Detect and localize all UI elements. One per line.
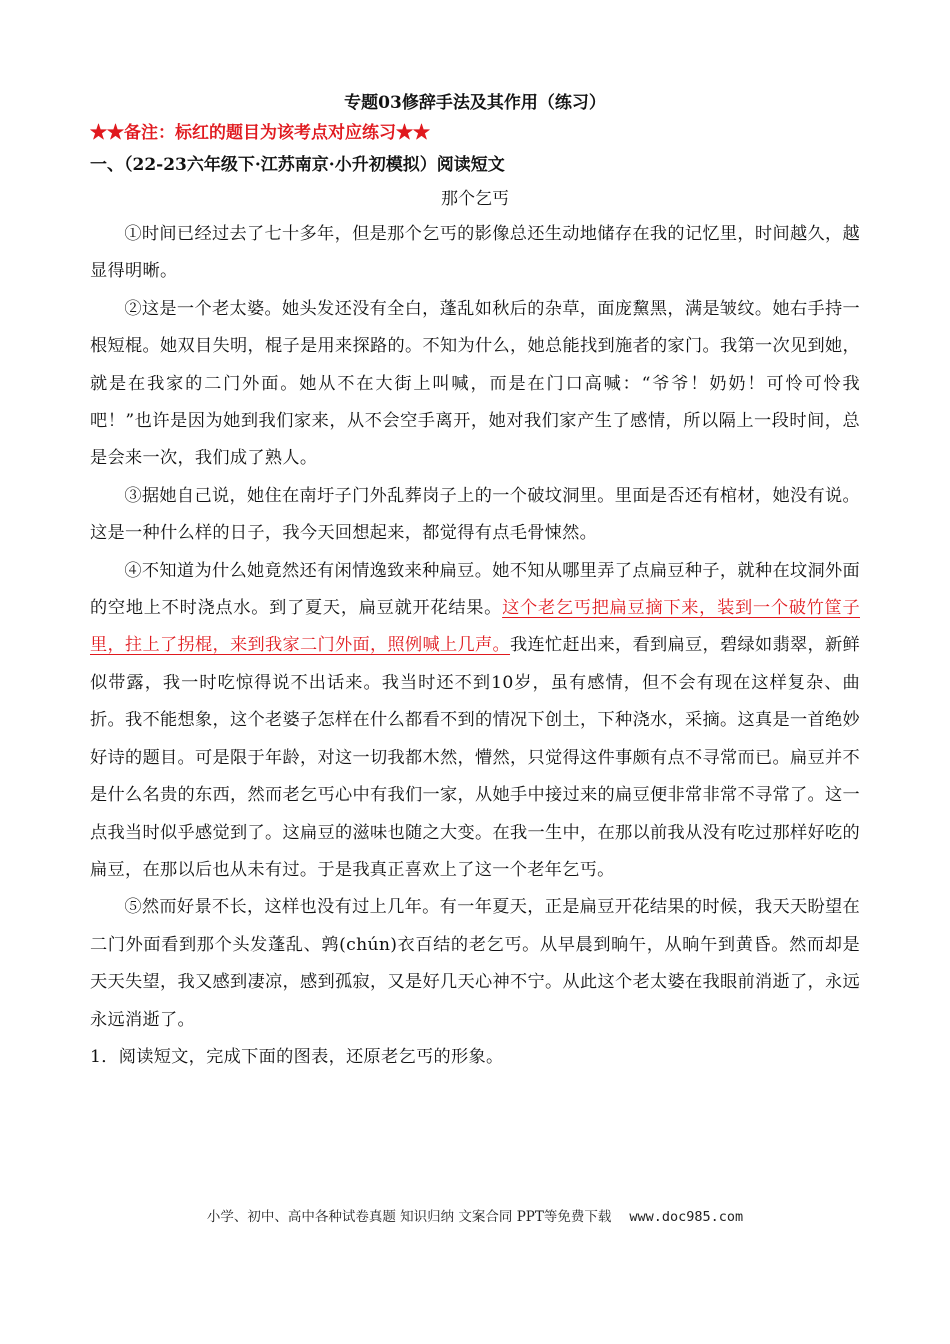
paragraph-4-after: 我连忙赶出来，看到扁豆，碧绿如翡翠，新鲜似带露，我一时吃惊得说不出话来。我当时还不到10岁，虽有感情，但不会有现在这样复杂、曲折。我不能想象，这个老婆子怎样在什么都看不到的情况下创土，下种浇水，采摘。这真是一首绝妙好诗的题目。可是限于年龄，对这一切我都木然，懵然，只觉得这件事颇有点不寻常而已。扁豆并不是什么名贵的东西，然而老乞丐心中有我们一家，从她手中接过来的扁豆便非常非常不寻常了。这一点我当时似乎感觉到了。这扁豆的滋味也随之大变。在我一生中，在那以前我从没有吃过那样好吃的扁豆，在那以后也从未有过。于是我真正喜欢上了这一个老年乞丐。 xyxy=(90,635,860,880)
paragraph-2: ②这是一个老太婆。她头发还没有全白，蓬乱如秋后的杂草，面庞黧黑，满是皱纹。她右手持一根短棍。她双目失明，棍子是用来探路的。不知为什么，她总能找到施者的家门。我第一次见到她，就是在我家的二门外面。她从不在大街上叫喊，而是在门口高喊：“爷爷！奶奶！可怜可怜我吧！”也许是因为她到我们家来，从不会空手离开，她对我们家产生了感情，所以隔上一段时间，总是会来一次，我们成了熟人。 xyxy=(90,298,860,469)
paragraph-1: ①时间已经过去了七十多年，但是那个乞丐的影像总还生动地储存在我的记忆里，时间越久，越显得明晰。 xyxy=(90,224,860,282)
section-heading: 一、（22-23六年级下·江苏南京·小升初模拟）阅读短文 xyxy=(90,155,505,175)
paragraph-5: ⑤然而好景不长，这样也没有过上几年。有一年夏天，正是扁豆开花结果的时候，我天天盼望在二门外面看到那个头发蓬乱、鹑(chún)衣百结的老乞丐。从早晨到晌午，从晌午到黄昏。然而却是天天失望，我又感到凄凉，感到孤寂，又是好几天心神不宁。从此这个老太婆在我眼前消逝了，永远永远消逝了。 xyxy=(90,897,860,1030)
footer-site: www.doc985.com xyxy=(629,1209,744,1225)
page-footer xyxy=(0,1205,950,1225)
paragraph-4 xyxy=(90,553,860,890)
question-1: 1．阅读短文，完成下面的图表，还原老乞丐的形象。 xyxy=(90,1046,504,1067)
passage-title: 那个乞丐 xyxy=(441,189,509,209)
paragraph-4-before: ④不知道为什么她竟然还有闲情逸致来种扁豆。她不知从哪里弄了点扁豆种子，就种在坟洞外面的空地上不时浇点水。到了夏天，扁豆就开花结果。 xyxy=(90,560,860,619)
document-title: 专题03修辞手法及其作用（练习） xyxy=(344,93,606,113)
document-page xyxy=(90,88,860,1076)
highlighted-sentence: 这个老乞丐把扁豆摘下来，装到一个破竹筐子里，拄上了拐棍，来到我家二门外面，照例喊上几声。 xyxy=(90,598,860,656)
paragraph-3: ③据她自己说，她住在南圩子门外乱葬岗子上的一个破坟洞里。里面是否还有棺材，她没有说。这是一种什么样的日子，我今天回想起来，都觉得有点毛骨悚然。 xyxy=(90,485,860,544)
footer-text: 小学、初中、高中各种试卷真题 知识归纳 文案合同 PPT等免费下载 xyxy=(206,1209,612,1225)
red-note: ★★备注：标红的题目为该考点对应练习★★ xyxy=(90,123,430,143)
